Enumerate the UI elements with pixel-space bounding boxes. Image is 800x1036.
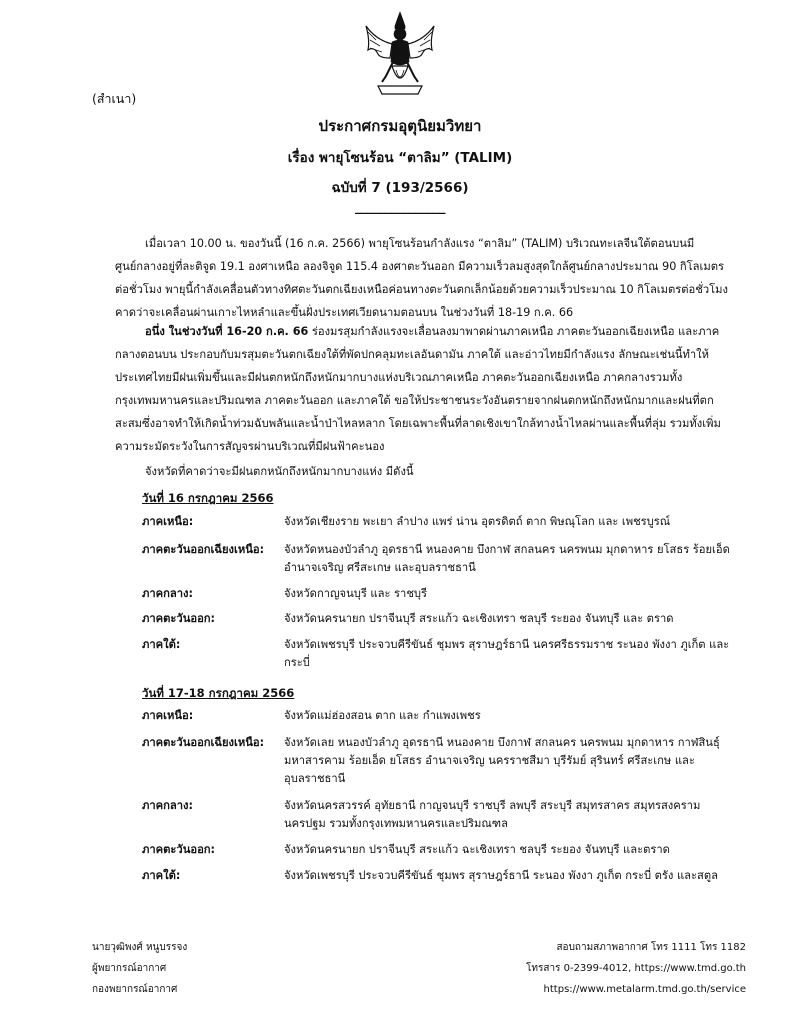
region-label: ภาคตะวันออกเฉียงเหนือ: xyxy=(142,736,265,749)
contact-block xyxy=(526,937,746,1000)
region-provinces: จังหวัดเชียงราย พะเยา ลำปาง แพร่ น่าน อุตรดิตถ์ ตาก พิษณุโลก และ เพชรบูรณ์ xyxy=(284,515,671,528)
signer-name: นายวุฒิพงศ์ หนูบรรจง xyxy=(92,942,188,953)
region-label: ภาคใต้: xyxy=(142,638,181,651)
region-provinces: จังหวัดหนองบัวลำภู อุดรธานี หนองคาย บึงกาฬ สกลนคร นครพนม มุกดาหาร ยโสธร ร้อยเอ็ด อำนาจเจริญ ศรีสะเกษ และอุบลราชธานี xyxy=(284,543,730,574)
paragraph-text: ร่องมรสุมกำลังแรงจะเลื่อนลงมาพาดผ่านภาคเหนือ ภาคตะวันออกเฉียงเหนือ และภาคกลางตอนบน ประกอบกับมรสุมตะวันตกเฉียงใต้ที่พัดปกคลุมทะเลอันดามัน ภาคใต้ และอ่าวไทยมีกำลังแรง ลักษณะเช่นนี้ทำให้ประเทศไทยมีฝนเพิ่มขึ้นและมีฝนตกหนักถึงหนักมากบางแห่งบริเวณภาคเหนือ ภาคตะวันออกเฉียงเหนือ ภาคกลางรวมทั้งกรุงเทพมหานครและปริมณฑล ภาคตะวันออก และภาคใต้ ขอให้ประชาชนระวังอันตรายจากฝนตกหนักถึงหนักมากและฝนที่ตกสะสมซึ่งอาจทำให้เกิดน้ำท่วมฉับพลันและน้ำป่าไหลหลาก โดยเฉพาะพื้นที่ลาดเชิงเขาใกล้ทางน้ำไหลผ่านและพื้นที่ลุ่ม รวมทั้งเพิ่มความระมัดระวังในการสัญจรผ่านบริเวณที่มีฝนฟ้าคะนอง xyxy=(115,325,721,453)
paragraph-province-intro: จังหวัดที่คาดว่าจะมีฝนตกหนักถึงหนักมากบางแห่ง มีดังนี้ xyxy=(145,465,414,478)
region-label: ภาคตะวันออก: xyxy=(142,612,216,625)
signer-division: กองพยากรณ์อากาศ xyxy=(92,984,178,995)
contact-service-link[interactable]: https://www.metalarm.tmd.go.th/service xyxy=(543,984,746,995)
region-label: ภาคเหนือ: xyxy=(142,709,194,722)
title-separator: _______________ xyxy=(355,200,445,215)
region-provinces: จังหวัดกาญจนบุรี และ ราชบุรี xyxy=(284,587,428,600)
region-label: ภาคเหนือ: xyxy=(142,515,194,528)
region-provinces: จังหวัดนครนายก ปราจีนบุรี สระแก้ว ฉะเชิงเทรา ชลบุรี ระยอง จันทบุรี และ ตราด xyxy=(284,612,674,625)
region-label: ภาคใต้: xyxy=(142,869,181,882)
region-provinces: จังหวัดแม่ฮ่องสอน ตาก และ กำแพงเพชร xyxy=(284,709,481,722)
region-provinces: จังหวัดนครนายก ปราจีนบุรี สระแก้ว ฉะเชิงเทรา ชลบุรี ระยอง จันทบุรี และตราด xyxy=(284,843,670,856)
forecast-date: วันที่ 16 กรกฎาคม 2566 xyxy=(142,491,274,505)
region-label: ภาคกลาง: xyxy=(142,587,193,600)
forecast-date: วันที่ 17-18 กรกฎาคม 2566 xyxy=(142,686,295,700)
paragraph-monsoon-warning xyxy=(115,320,735,458)
region-label: ภาคตะวันออกเฉียงเหนือ: xyxy=(142,543,265,556)
issue-number: ฉบับที่ 7 (193/2566) xyxy=(331,180,469,196)
subject-line: เรื่อง พายุโซนร้อน “ตาลิม” (TALIM) xyxy=(287,150,513,166)
region-provinces: จังหวัดเพชรบุรี ประจวบคีรีขันธ์ ชุมพร สุราษฎร์ธานี นครศรีธรรมราช ระนอง พังงา ภูเก็ต และ กระบี่ xyxy=(284,638,730,669)
signer-block xyxy=(92,937,187,1000)
paragraph-lead: อนึ่ง ในช่วงวันที่ 16-20 ก.ค. 66 xyxy=(145,325,309,338)
region-label: ภาคกลาง: xyxy=(142,799,193,812)
region-provinces: จังหวัดนครสวรรค์ อุทัยธานี กาญจนบุรี ราชบุรี ลพบุรี สระบุรี สมุทรสาคร สมุทรสงคราม นครปฐม รวมทั้งกรุงเทพมหานครและปริมณฑล xyxy=(284,799,701,830)
region-provinces: จังหวัดเพชรบุรี ประจวบคีรีขันธ์ ชุมพร สุราษฎร์ธานี ระนอง พังงา ภูเก็ต กระบี่ ตรัง และสตูล xyxy=(284,869,718,882)
region-label: ภาคตะวันออก: xyxy=(142,843,216,856)
contact-phone: สอบถามสภาพอากาศ โทร 1111 โทร 1182 xyxy=(556,942,746,953)
signer-position: ผู้พยากรณ์อากาศ xyxy=(92,963,167,974)
copy-note: (สำเนา) xyxy=(92,91,137,106)
page-title: ประกาศกรมอุตุนิยมวิทยา xyxy=(318,117,482,135)
garuda-emblem-icon xyxy=(362,10,438,98)
contact-fax-link[interactable]: โทรสาร 0-2399-4012, https://www.tmd.go.th xyxy=(526,963,746,974)
region-provinces: จังหวัดเลย หนองบัวลำภู อุดรธานี หนองคาย บึงกาฬ สกลนคร นครพนม มุกดาหาร กาฬสินธุ์ มหาสารคาม ร้อยเอ็ด ยโสธร อำนาจเจริญ นครราชสีมา บุรีรัมย์ สุรินทร์ ศรีสะเกษ และอุบลราชธานี xyxy=(284,736,720,785)
paragraph-storm-status: เมื่อเวลา 10.00 น. ของวันนี้ (16 ก.ค. 2566) พายุโซนร้อนกำลังแรง “ตาลิม” (TALIM) บริเวณทะเลจีนใต้ตอนบนมีศูนย์กลางอยู่ที่ละติจูด 19.1 องศาเหนือ ลองจิจูด 115.4 องศาตะวันออก มีความเร็วลมสูงสุดใกล้ศูนย์กลางประมาณ 90 กิโลเมตรต่อชั่วโมง พายุนี้กำลังเคลื่อนตัวทางทิศตะวันตกเฉียงเหนือค่อนทางตะวันตกเล็กน้อยด้วยความเร็วประมาณ 10 กิโลเมตรต่อชั่วโมง คาดว่าจะเคลื่อนผ่านเกาะไหหลำและขึ้นฝั่งประเทศเวียดนามตอนบน ในช่วงวันที่ 18-19 ก.ค. 66 xyxy=(115,237,728,319)
